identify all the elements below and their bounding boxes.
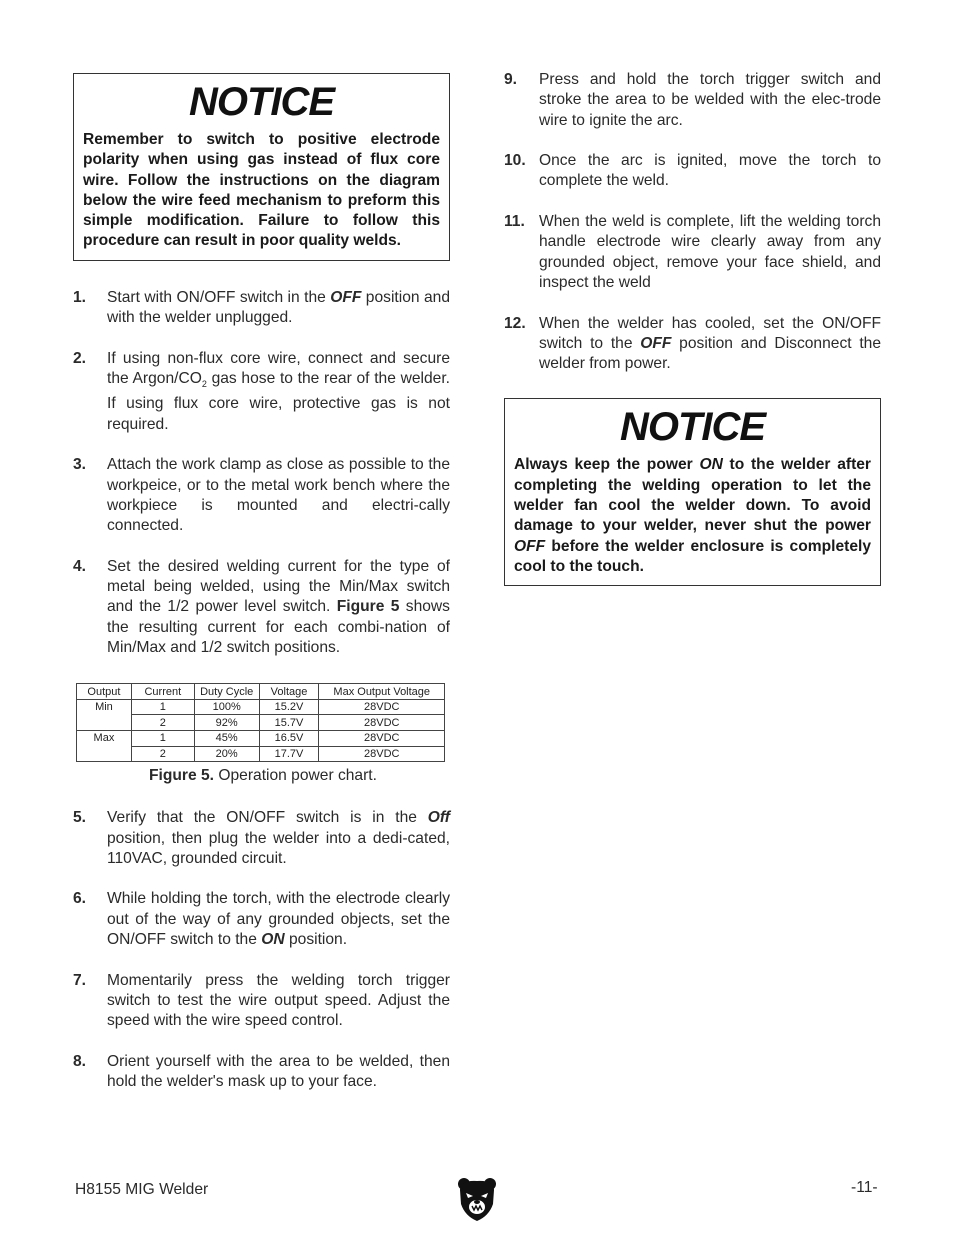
table-cell: 1 xyxy=(131,699,194,715)
step-2 xyxy=(73,349,450,435)
output-cell: Min xyxy=(77,699,132,730)
table-cell: 1 xyxy=(131,731,194,747)
bear-head-logo-icon xyxy=(456,1176,498,1222)
table-header: Max Output Voltage xyxy=(319,684,445,700)
step-number: 10. xyxy=(504,152,526,170)
output-cell: Max xyxy=(77,731,132,762)
step-number: 1. xyxy=(73,288,87,306)
table-row xyxy=(77,731,445,747)
power-table xyxy=(76,683,445,762)
step-number: 8. xyxy=(73,1052,87,1070)
table-header: Output xyxy=(77,684,132,700)
notice-title: NOTICE xyxy=(619,405,766,450)
left-column xyxy=(73,73,450,1092)
table-cell: 15.2V xyxy=(259,699,319,715)
right-column xyxy=(504,70,881,586)
notice-emphasis: ON xyxy=(699,456,723,474)
step-11 xyxy=(504,212,881,293)
step-emphasis: OFF xyxy=(640,334,672,352)
step-number: 9. xyxy=(504,71,518,88)
step-number: 7. xyxy=(73,971,87,989)
step-text: position and Disconnect the welder from power. xyxy=(539,334,881,373)
table-row xyxy=(77,715,445,731)
step-text: Set the desired welding current for the type of metal being welded, using the Min/Max switch and the 1/2 power level switch. xyxy=(107,557,450,616)
step-text: position, then plug the welder into a dedi-cated, 110VAC, grounded circuit. xyxy=(107,829,450,867)
step-8 xyxy=(73,1052,450,1093)
step-number: 4. xyxy=(73,557,87,575)
step-3 xyxy=(73,455,450,536)
step-4 xyxy=(73,557,450,658)
table-cell: 28VDC xyxy=(319,699,445,715)
step-emphasis: ON xyxy=(261,930,285,948)
footer-product-name: H8155 MIG Welder xyxy=(75,1181,209,1198)
table-cell: 100% xyxy=(194,699,259,715)
caption-text: Operation power chart. xyxy=(214,767,377,785)
notice-box-polarity xyxy=(73,73,450,261)
step-text: Press and hold the torch trigger switch and stroke the area to be welded with the elec-trode wire to ignite the arc. xyxy=(539,71,881,129)
table-header: Duty Cycle xyxy=(194,684,259,700)
notice-emphasis: OFF xyxy=(514,537,546,555)
step-text: When the weld is complete, lift the welding torch handle electrode wire clearly away from any grounded object, remove your face shield, and inspect the weld xyxy=(539,213,881,291)
step-text: Orient yourself with the area to be welded, then hold the welder's mask up to your face. xyxy=(107,1052,450,1091)
notice-text: Remember to switch to positive electrode polarity when using gas instead of flux core wire. Follow the instructions on the diagram below the wire feed mechanism to preform this simple modification. Failure to follow this procedure can result in poor quality welds. xyxy=(83,131,440,250)
figure-caption xyxy=(76,767,450,785)
table-cell: 2 xyxy=(131,715,194,731)
step-text: position. xyxy=(284,930,348,948)
table-row xyxy=(77,746,445,762)
table-cell: 17.7V xyxy=(259,746,319,762)
caption-label: Figure 5. xyxy=(149,767,215,785)
step-number: 5. xyxy=(73,809,87,827)
step-text: Verify that the ON/OFF switch is in the xyxy=(107,809,428,827)
step-7 xyxy=(73,971,450,1032)
table-cell: 20% xyxy=(194,746,259,762)
notice-text-part: Always keep the power xyxy=(514,456,700,474)
table-cell: 28VDC xyxy=(319,731,445,747)
subscript: 2 xyxy=(201,379,207,390)
step-text: Start with ON/OFF switch in the xyxy=(107,288,331,306)
step-text: shows the resulting current for each combi-nation of Min/Max and 1/2 switch positions. xyxy=(107,598,450,656)
table-cell: 16.5V xyxy=(259,731,319,747)
step-text: Momentarily press the welding torch trigger switch to test the wire output speed. Adjust the speed with the wire speed control. xyxy=(107,971,450,1030)
table-cell: 92% xyxy=(194,715,259,731)
step-6 xyxy=(73,889,450,950)
notice-text-part: to the welder after completing the welding operation to let the welder fan cool the welder down. To avoid damage to your welder, never shut the power xyxy=(514,456,871,535)
page-number: -11- xyxy=(851,1179,878,1196)
table-cell: 2 xyxy=(131,746,194,762)
step-number: 12. xyxy=(504,314,526,332)
operation-power-chart xyxy=(76,683,450,785)
table-row xyxy=(77,699,445,715)
figure-reference: Figure 5 xyxy=(336,598,400,616)
step-emphasis: OFF xyxy=(330,288,362,306)
step-12 xyxy=(504,314,881,375)
table-header-row xyxy=(77,684,445,700)
notice-text xyxy=(514,455,871,577)
step-emphasis: Off xyxy=(427,809,450,827)
table-cell: 28VDC xyxy=(319,746,445,762)
step-text: gas hose to the rear of the welder. If using flux core wire, protective gas is not required. xyxy=(107,369,450,433)
table-header: Current xyxy=(131,684,194,700)
step-text: If using non-flux core wire, connect and secure the Argon/CO xyxy=(107,349,450,387)
step-9 xyxy=(504,70,881,131)
notice-box-cooling xyxy=(504,398,881,586)
step-5 xyxy=(73,808,450,869)
table-header: Voltage xyxy=(259,684,319,700)
step-number: 11. xyxy=(504,213,525,231)
step-text: Attach the work clamp as close as possible to the workpeice, or to the metal work bench where the workpiece is mounted and electri-cally connected. xyxy=(107,456,450,535)
table-cell: 28VDC xyxy=(319,715,445,731)
step-number: 2. xyxy=(73,349,87,367)
step-text: When the welder has cooled, set the ON/OFF switch to the xyxy=(539,314,881,352)
step-text: While holding the torch, with the electrode clearly out of the way of any grounded objects, set the ON/OFF switch to the xyxy=(107,890,450,948)
notice-text-part: before the welder enclosure is completely cool to the touch. xyxy=(514,537,871,575)
step-text: position and with the welder unplugged. xyxy=(107,288,450,327)
step-number: 3. xyxy=(73,456,87,474)
step-10 xyxy=(504,151,881,192)
step-number: 6. xyxy=(73,890,87,908)
notice-title: NOTICE xyxy=(188,80,335,124)
table-cell: 45% xyxy=(194,731,259,747)
step-1 xyxy=(73,288,450,329)
table-cell: 15.7V xyxy=(259,715,319,731)
step-text: Once the arc is ignited, move the torch to complete the weld. xyxy=(539,152,881,190)
